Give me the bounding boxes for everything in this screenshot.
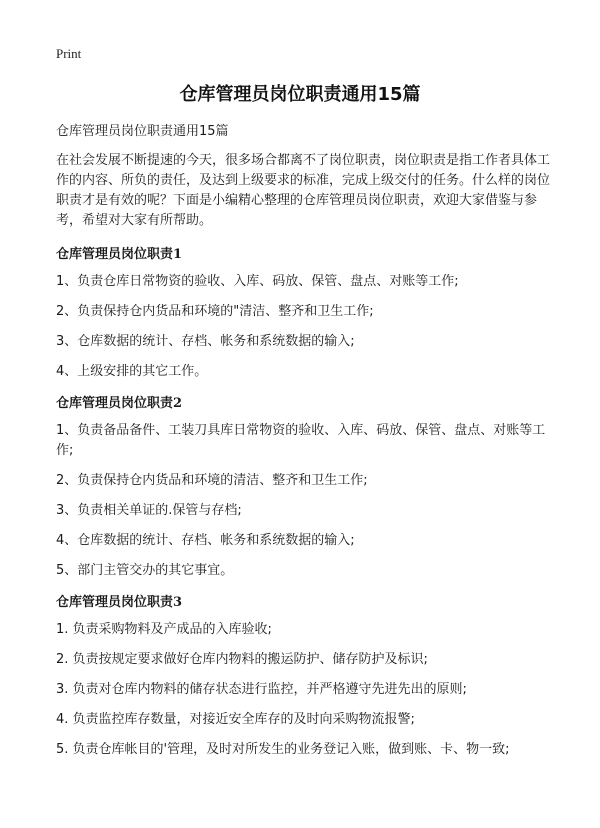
list-item: 2. 负责按规定要求做好仓库内物料的搬运防护、储存防护及标识; bbox=[56, 652, 428, 667]
list-item: 5. 负责仓库帐目的'管理，及时对所发生的业务登记入账，做到账、卡、物一致; bbox=[56, 742, 510, 757]
list-item: 4、仓库数据的统计、存档、帐务和系统数据的输入; bbox=[56, 533, 355, 548]
print-link[interactable]: Print bbox=[56, 46, 82, 61]
section-heading: 仓库管理员岗位职责2 bbox=[56, 396, 183, 411]
document-body bbox=[56, 120, 556, 770]
document-subtitle: 仓库管理员岗位职责通用15篇 bbox=[56, 124, 229, 139]
list-item: 2、负责保持仓内货品和环境的清洁、整齐和卫生工作; bbox=[56, 473, 368, 488]
section-2 bbox=[56, 392, 556, 581]
list-item: 4、上级安排的其它工作。 bbox=[56, 364, 208, 379]
section-heading: 仓库管理员岗位职责1 bbox=[56, 247, 183, 262]
list-item: 2、负责保持仓内货品和环境的"清洁、整齐和卫生工作; bbox=[56, 304, 374, 319]
list-item: 3. 负责对仓库内物料的储存状态进行监控，并严格遵守先进先出的原则; bbox=[56, 682, 467, 697]
section-1 bbox=[56, 243, 556, 382]
section-heading: 仓库管理员岗位职责3 bbox=[56, 595, 183, 610]
list-item: 4. 负责监控库存数量，对接近安全库存的及时向采购物流报警; bbox=[56, 712, 415, 727]
list-item: 3、负责相关单证的.保管与存档; bbox=[56, 503, 242, 518]
intro-paragraph: 在社会发展不断提速的今天，很多场合都离不了岗位职责，岗位职责是指工作者具体工作的内容、所负的责任，及达到上级要求的标准，完成上级交付的任务。什么样的岗位职责才是有效的呢？下面是小编精心整理的仓库管理员岗位职责，欢迎大家借鉴与参考，希望对大家有所帮助。 bbox=[56, 153, 551, 228]
list-item: 1、负责备品备件、工装刀具库日常物资的验收、入库、码放、保管、盘点、对账等工作; bbox=[56, 423, 546, 458]
list-item: 1. 负责采购物料及产成品的入库验收; bbox=[56, 622, 272, 637]
list-item: 1、负责仓库日常物资的验收、入库、码放、保管、盘点、对账等工作; bbox=[56, 274, 459, 289]
list-item: 3、仓库数据的统计、存档、帐务和系统数据的输入; bbox=[56, 334, 355, 349]
section-3 bbox=[56, 591, 556, 760]
list-item: 5、部门主管交办的其它事宜。 bbox=[56, 563, 234, 578]
document-title: 仓库管理员岗位职责通用15篇 bbox=[179, 84, 421, 105]
